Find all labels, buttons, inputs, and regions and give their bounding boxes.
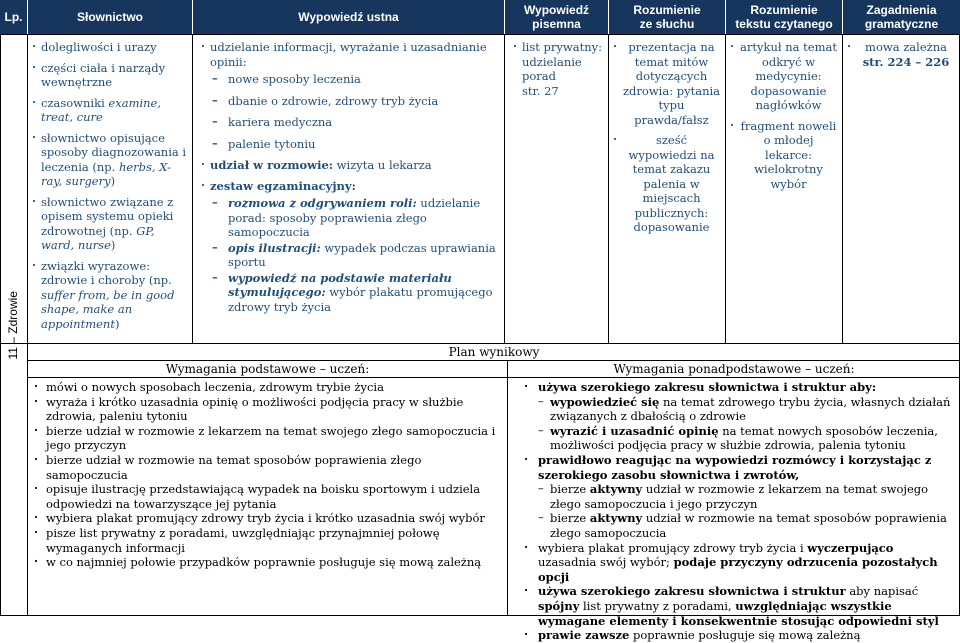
list-item: · opisuje ilustrację przedstawiającą wypadek na boisku sportowym i udziela odpowiedzi na towarzyszące jej pytania [32, 482, 501, 511]
basic-list [32, 380, 501, 570]
list-item: · wybiera plakat promujący zdrowy tryb życia i wyczerpująco uzasadnia swój wybór; podaje przyczyny odrzucenia pozostałych opcji [516, 541, 954, 585]
speaking-topics [210, 72, 500, 151]
list-item: – opis ilustracji: wypadek podczas uprawiania sportu [210, 241, 500, 270]
list-item: · list prywatny: udzielanie porad str. 27 [513, 40, 604, 98]
list-item: – bierze aktywny udział w rozmowie z lekarzem na temat swojego złego samopoczucia i jego przyczyn [538, 482, 954, 511]
list-item: · wyraża i krótko uzasadnia opinię o możliwości podjęcia pracy w służbie zdrowia, paleniu tytoniu [32, 395, 501, 424]
list-item: · słownictwo opisujące sposoby diagnozowania i leczenia (np. herbs, X-ray, surgery) [32, 131, 188, 189]
exam-set [210, 196, 500, 314]
list-item: · mowa zależna str. 224 – 226 [847, 40, 956, 69]
list-item: – palenie tytoniu [210, 137, 500, 152]
header-rozumienie-tekstu: Rozumienie tekstu czytanego [726, 0, 843, 34]
list-item: · słownictwo związane z opisem systemu opieki zdrowotnej (np. GP, ward, nurse) [32, 195, 188, 253]
row-label-strip [0, 344, 28, 616]
list-item: · mówi o nowych sposobach leczenia, zdrowym trybie życia [32, 380, 501, 395]
list-item: · bierze udział w rozmowie na temat sposobów poprawienia złego samopoczucia [32, 453, 501, 482]
list-item: · prezentacja na temat mitów dotyczących zdrowia: pytania typu prawda/fałsz [613, 40, 721, 127]
list-item: – dbanie o zdrowie, zdrowy tryb życia [210, 94, 500, 109]
advanced-header: Wymagania ponadpodstawowe – uczeń: [508, 361, 960, 378]
list-item: · używa szerokiego zakresu słownictwa i struktur aby napisać spójny list prywatny z poradami, uwzględniając wszystkie wymagane elementy i konsekwentnie stosując odpowiedni styl [516, 584, 954, 628]
col-wypowiedz-ustna [193, 34, 505, 343]
col-zagadnienia [843, 34, 960, 343]
list-item: · wybiera plakat promujący zdrowy tryb życia i krótko uzasadnia swój wybór [32, 511, 501, 526]
col-rozumienie-tekstu [726, 34, 843, 343]
list-item: · części ciała i narządy wewnętrzne [32, 61, 188, 90]
list-item: · prawie zawsze poprawnie posługuje się mową zależną [516, 628, 954, 643]
col-rozumienie-sluchu [609, 34, 726, 343]
list-item: – nowe sposoby leczenia [210, 72, 500, 87]
list-item: – wypowiedź na podstawie materiału stymulującego: wybór plakatu promującego zdrowy tryb życia [210, 271, 500, 315]
col-slownictwo [28, 34, 193, 343]
list-item: – kariera medyczna [210, 115, 500, 130]
list-item: · udzielanie informacji, wyrażanie i uzasadnianie opinii: – nowe sposoby leczenia – dbanie o zdrowie, zdrowy tryb życia – kariera medyczna – palenie tytoniu [201, 40, 500, 151]
plan-title: Plan wynikowy [28, 344, 960, 361]
list-item: · pisze list prywatny z poradami, uwzględniając przynajmniej połowę wymaganych informacji [32, 526, 501, 555]
advanced-requirements [508, 361, 960, 643]
header-zagadnienia: Zagadnienia gramatyczne [864, 3, 939, 31]
list-item: · w co najmniej połowie przypadków poprawnie posługuje się mową zależną [32, 555, 501, 570]
list-item: · artykuł na temat odkryć w medycynie: dopasowanie nagłówków [730, 40, 838, 113]
advanced-list [516, 380, 954, 643]
list-item: – wypowiedzieć się na temat zdrowego trybu życia, własnych działań związanych z dbałością o zdrowie [538, 395, 954, 424]
basic-header: Wymagania podstawowe – uczeń: [28, 361, 507, 378]
list-item: · fragment noweli o młodej lekarce: wielokrotny wybór [730, 119, 838, 192]
header-wypowiedz-ustna: Wypowiedź ustna [193, 0, 505, 34]
list-item: · czasowniki examine, treat, cure [32, 96, 188, 125]
list-item: · używa szerokiego zakresu słownictwa i struktur aby: – wypowiedzieć się na temat zdrowego trybu życia, własnych działań związanych z dbałością o zdrowie – wyrazić i uzasadnić opinię na temat nowych sposobów leczenia, możliwości podjęcia pracy w służbie zdrowia, palenia tytoniu [516, 380, 954, 453]
list-item: · bierze udział w rozmowie z lekarzem na temat swojego złego samopoczucia i jego przyczyn [32, 424, 501, 453]
list-item: · związki wyrazowe: zdrowie i choroby (np. suffer from, be in good shape, make an appointment) [32, 259, 188, 332]
header-lp: Lp. [0, 0, 28, 34]
vocab-list [32, 40, 188, 331]
list-item: · sześć wypowiedzi na temat zakazu palenia w miejscach publicznych: dopasowanie [613, 133, 721, 235]
col-wypowiedz-pisemna [505, 34, 609, 343]
list-item: – rozmowa z odgrywaniem roli: udzielanie porad: sposoby poprawienia złego samopoczucia [210, 196, 500, 240]
list-item: – bierze aktywny udział w rozmowie na temat sposobów poprawienia złego samopoczucia [538, 511, 954, 540]
speaking-list [201, 40, 500, 314]
header-wypowiedz-pisemna: Wypowiedź pisemna [505, 0, 609, 34]
header-rozumienie-sluchu: Rozumienie ze słuchu [609, 0, 726, 34]
list-item: · zestaw egzaminacyjny: – rozmowa z odgrywaniem roli: udzielanie porad: sposoby poprawienia złego samopoczucia – opis ilustracji: wypadek podczas uprawiania sportu – wypowiedź na podstawie materiału stymulującego: wybór plakatu promującego zdrowy tryb życia [201, 179, 500, 315]
list-item: · dolegliwości i urazy [32, 40, 188, 55]
list-item: · prawidłowo reagując na wypowiedzi rozmówcy i korzystając z szerokiego zasobu słownictwa i zwrotów, – bierze aktywny udział w rozmowie z lekarzem na temat swojego złego samopoczucia i jego przyczyn – bierze aktywny udział w rozmowie na temat sposobów poprawienia złego samopoczucia [516, 453, 954, 541]
basic-requirements [28, 361, 508, 616]
list-item: · udział w rozmowie: wizyta u lekarza [201, 158, 500, 173]
plan-wynikowy [28, 344, 960, 643]
table-header [0, 0, 960, 34]
header-slownictwo: Słownictwo [28, 0, 193, 34]
list-item: – wyrazić i uzasadnić opinię na temat nowych sposobów leczenia, możliwości podjęcia pracy w służbie zdrowia, palenia tytoniu [538, 424, 954, 453]
row-label: 11 – Zdrowie [6, 290, 21, 360]
